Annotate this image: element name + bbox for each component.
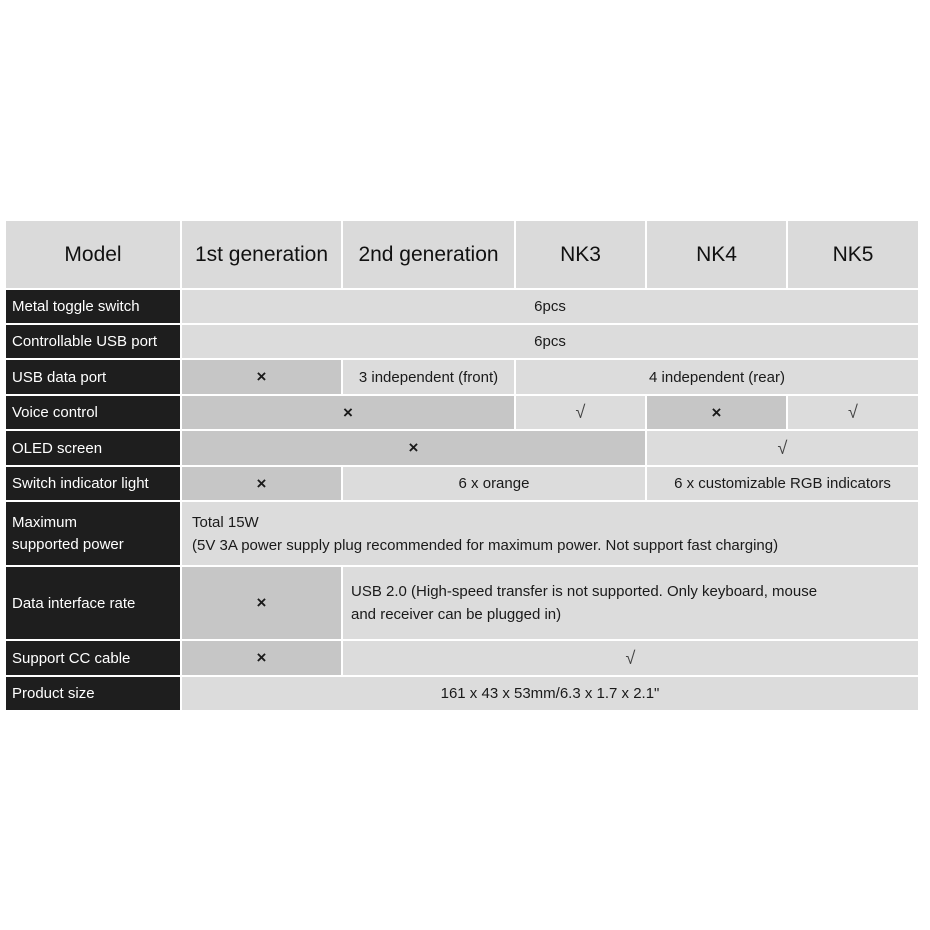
header-nk5: NK5 bbox=[788, 221, 918, 288]
voice-control-gen12-cross: × bbox=[182, 396, 514, 429]
row-label-support-cc-cable: Support CC cable bbox=[6, 641, 180, 675]
voice-control-nk4-cross: × bbox=[647, 396, 786, 429]
power-value-line1: Total 15W bbox=[192, 513, 259, 531]
row-label-maximum-supported-power bbox=[6, 502, 180, 565]
switch-indicator-gen1-cross: × bbox=[182, 467, 341, 500]
header-nk3: NK3 bbox=[516, 221, 645, 288]
usb-data-port-gen2-value: 3 independent (front) bbox=[343, 360, 514, 394]
usb-data-port-nk-value: 4 independent (rear) bbox=[516, 360, 918, 394]
product-size-value: 161 x 43 x 53mm/6.3 x 1.7 x 2.1" bbox=[182, 677, 918, 710]
switch-indicator-nk45-value: 6 x customizable RGB indicators bbox=[647, 467, 918, 500]
switch-indicator-gen2-nk3-value: 6 x orange bbox=[343, 467, 645, 500]
usb-data-port-gen1-cross: × bbox=[182, 360, 341, 394]
row-label-controllable-usb-port: Controllable USB port bbox=[6, 325, 180, 358]
row-label-data-interface-rate: Data interface rate bbox=[6, 567, 180, 639]
row-label-metal-toggle-switch: Metal toggle switch bbox=[6, 290, 180, 323]
row-label-voice-control: Voice control bbox=[6, 396, 180, 429]
header-1st-generation: 1st generation bbox=[182, 221, 341, 288]
support-cc-cable-gen1-cross: × bbox=[182, 641, 341, 675]
row-label-oled-screen: OLED screen bbox=[6, 431, 180, 465]
data-interface-rate-gen1-cross: × bbox=[182, 567, 341, 639]
row-label-product-size: Product size bbox=[6, 677, 180, 710]
header-nk4: NK4 bbox=[647, 221, 786, 288]
power-value-line2: (5V 3A power supply plug recommended for maximum power. Not support fast charging) bbox=[192, 536, 779, 554]
maximum-supported-power-label-line1: Maximum bbox=[12, 513, 78, 531]
voice-control-nk5-check: √ bbox=[788, 396, 918, 429]
oled-screen-nk45-check: √ bbox=[647, 431, 918, 465]
oled-screen-gen1-nk3-cross: × bbox=[182, 431, 645, 465]
maximum-supported-power-value bbox=[182, 502, 918, 565]
metal-toggle-switch-value: 6pcs bbox=[182, 290, 918, 323]
data-rate-value-line1: USB 2.0 (High-speed transfer is not supported. Only keyboard, mouse bbox=[351, 583, 818, 600]
row-label-usb-data-port: USB data port bbox=[6, 360, 180, 394]
controllable-usb-port-value: 6pcs bbox=[182, 325, 918, 358]
header-model: Model bbox=[6, 221, 180, 288]
data-interface-rate-value bbox=[343, 567, 918, 639]
row-label-switch-indicator-light: Switch indicator light bbox=[6, 467, 180, 500]
support-cc-cable-rest-check: √ bbox=[343, 641, 918, 675]
data-rate-value-line2: and receiver can be plugged in) bbox=[351, 606, 562, 623]
header-2nd-generation: 2nd generation bbox=[343, 221, 514, 288]
maximum-supported-power-label-line2: supported power bbox=[12, 535, 124, 553]
voice-control-nk3-check: √ bbox=[516, 396, 645, 429]
